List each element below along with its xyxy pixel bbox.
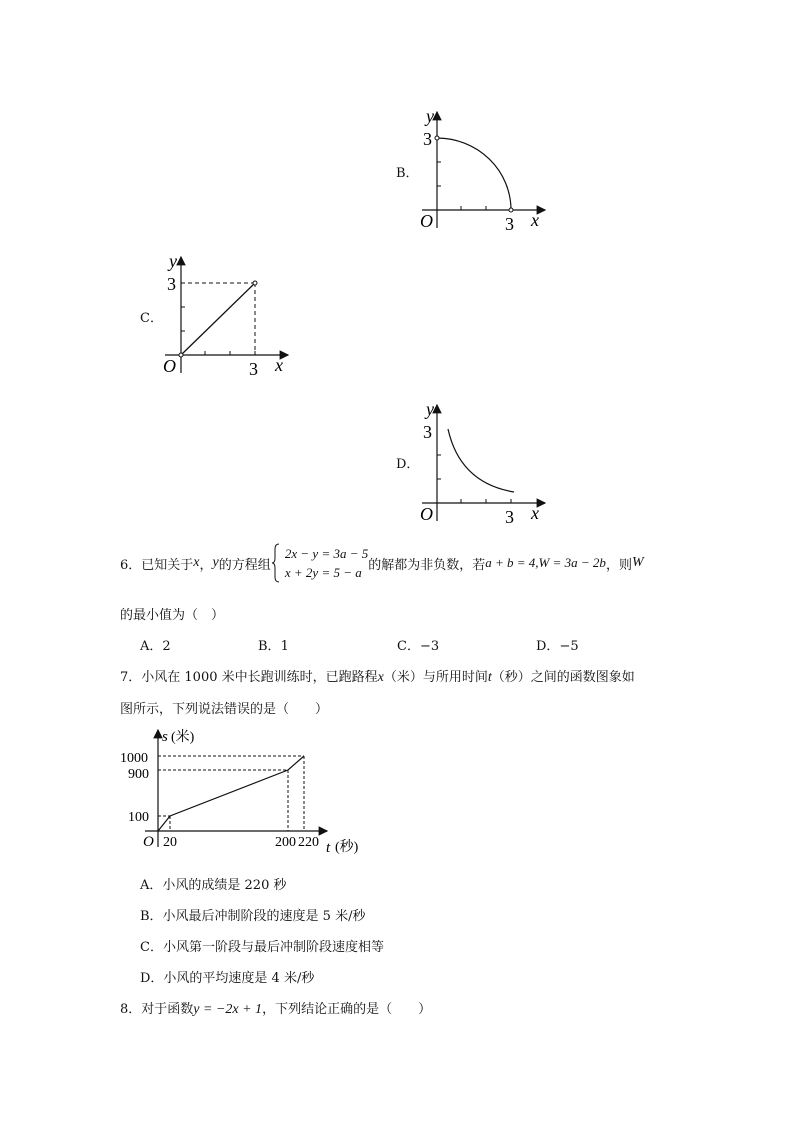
- y-tick-1000: 1000: [120, 751, 148, 766]
- q6-prefix: 6．已知关于: [120, 557, 194, 573]
- guide-lines: [158, 756, 304, 831]
- question-8: 8．对于函数y = −2x + 1，下列结论正确的是（ ）: [120, 1002, 432, 1017]
- q8-function: y = −2x + 1: [193, 1002, 263, 1017]
- option-b-label: B．: [396, 166, 419, 181]
- s-axis-unit: (米): [171, 730, 195, 745]
- option-d-label: D．: [396, 457, 420, 472]
- x-tick-20: 20: [163, 835, 177, 850]
- distance-time-line: [158, 756, 304, 831]
- q6-var-y: y: [212, 555, 219, 570]
- q7-option-c[interactable]: C．小风第一阶段与最后冲制阶段速度相等: [140, 940, 384, 955]
- q6-after-system: 的解都为非负数，若: [368, 557, 486, 573]
- q7-distance-time-chart: [115, 722, 365, 858]
- q7-line2: 图所示，下列说法错误的是（ ）: [120, 702, 329, 717]
- q6-var-w: W: [631, 555, 644, 570]
- x-tick-220: 220: [298, 835, 319, 850]
- t-axis-unit: (秒): [335, 840, 359, 855]
- x-axis-label: x: [531, 210, 539, 230]
- q6-comma: ，: [199, 557, 213, 573]
- question-6: [120, 543, 644, 583]
- diagonal-line: [181, 283, 255, 355]
- x-axis-label: x: [275, 355, 283, 375]
- origin-label: O: [143, 834, 154, 850]
- y-axis-label: y: [426, 106, 434, 126]
- q7-option-a[interactable]: A．小风的成绩是 220 秒: [140, 878, 287, 893]
- q7-option-b[interactable]: B．小风最后冲制阶段的速度是 5 米/秒: [140, 909, 366, 924]
- y-tick-100: 100: [128, 810, 149, 825]
- graph-d: [410, 393, 560, 528]
- q6-line2: 的最小值为（ ）: [120, 608, 225, 623]
- y-tick-label: 3: [423, 422, 432, 442]
- origin-label: O: [420, 504, 433, 524]
- q6-option-a[interactable]: A．2: [140, 639, 171, 654]
- equation-2: x + 2y = 5 − a: [284, 565, 362, 580]
- x-tick-label: 3: [249, 359, 258, 379]
- y-axis-label: y: [426, 399, 434, 419]
- q6-option-b[interactable]: B．1: [258, 639, 289, 654]
- y-tick-label: 3: [423, 129, 432, 149]
- x-tick-label: 3: [505, 507, 514, 527]
- decreasing-curve: [448, 429, 514, 492]
- equation-system: [271, 543, 369, 583]
- q6-condition: a + b = 4,W = 3a − 2b: [485, 555, 606, 570]
- equation-1: 2x − y = 3a − 5: [284, 546, 369, 561]
- t-axis-var: t: [326, 840, 331, 856]
- y-tick-900: 900: [128, 767, 149, 782]
- q6-var-x: x: [193, 555, 200, 570]
- left-brace: [271, 543, 281, 583]
- origin-label: O: [420, 211, 433, 231]
- s-axis-var: s: [162, 729, 168, 745]
- q6-option-d[interactable]: D．−5: [536, 639, 579, 654]
- option-c-label: C．: [140, 311, 163, 326]
- graph-c: [155, 245, 305, 380]
- y-axis-label: y: [169, 251, 177, 271]
- quarter-arc: [437, 138, 511, 210]
- graph-b: [410, 100, 560, 235]
- y-tick-label: 3: [167, 274, 176, 294]
- q7-option-d[interactable]: D．小风的平均速度是 4 米/秒: [140, 971, 315, 986]
- q6-mid: 的方程组: [218, 557, 271, 573]
- q6-then: ，则: [605, 557, 632, 573]
- x-tick-200: 200: [275, 835, 296, 850]
- q6-option-c[interactable]: C．−3: [397, 639, 440, 654]
- x-axis-label: x: [531, 503, 539, 523]
- origin-label: O: [163, 356, 176, 376]
- x-tick-label: 3: [505, 214, 514, 234]
- q7-line1: 7．小风在 1000 米中长跑训练时，已跑路程x（米）与所用时间t（秒）之间的函数图象如: [120, 670, 635, 685]
